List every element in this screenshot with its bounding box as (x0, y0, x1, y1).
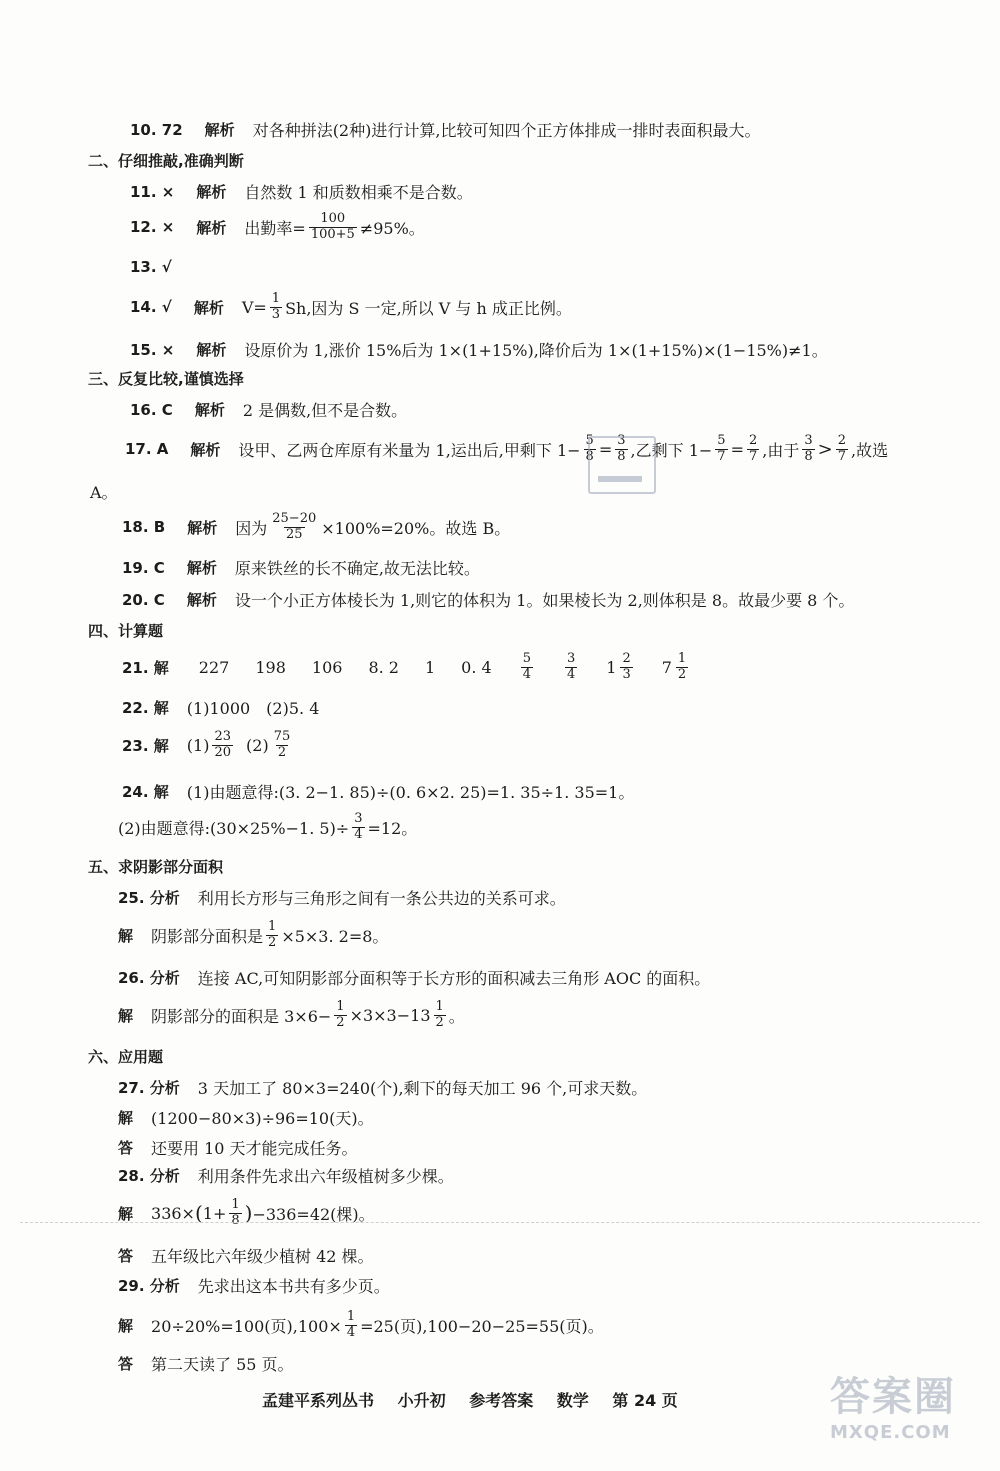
answer-20 (122, 588, 854, 611)
analysis-tag: 解析 (187, 518, 218, 537)
question-number: 12. × (130, 218, 175, 237)
section-heading-3: 三、反复比较,谨慎选择 (88, 370, 244, 388)
solution-tag: 解 (118, 926, 134, 945)
fraction: $\frac{5}{4}$ (522, 651, 531, 682)
page-footer (262, 1388, 696, 1411)
answer-29 (118, 1274, 390, 1297)
answer-21 (122, 652, 691, 683)
analysis-tag: 解析 (196, 341, 227, 359)
question-number: 11. × (130, 182, 175, 201)
answer-text: 设原价为 1,涨价 15%后为 1×(1+15%),降价后为 1×(1+15%)×(1−15%)≠1。 (244, 341, 828, 360)
fraction: $\frac{1}{2}$ (268, 919, 277, 950)
answer-text: 还要用 10 天才能完成任务。 (151, 1139, 358, 1158)
analysis-tag: 解析 (204, 121, 235, 139)
kind-label: 参考答案 (469, 1391, 534, 1410)
formula-prefix: 阴影部分的面积是 3×6− (151, 1006, 332, 1026)
fraction: $\frac{2}{7}$ (837, 433, 846, 464)
fraction: $\frac{2}{7}$ (748, 433, 758, 464)
fraction: $\frac{1}{2}$ (336, 999, 345, 1030)
answer-25-solution (118, 920, 388, 951)
formula-prefix: (2)由题意得:(30×25%−1. 5)÷ (118, 818, 350, 838)
answer-text: (1200−80×3)÷96=10(天)。 (151, 1109, 374, 1128)
question-number: 16. C (130, 400, 173, 419)
analysis-tag: 解析 (193, 298, 224, 317)
answer-28 (118, 1164, 454, 1187)
answer-text: 设一个小正方体棱长为 1,则它的体积为 1。如果棱长为 2,则体积是 8。故最少要 8 个。 (234, 591, 855, 610)
answer-28-answer (118, 1244, 374, 1267)
answer-27-answer (118, 1136, 358, 1159)
value: 1 (424, 657, 436, 677)
answer-17-continued: A。 (90, 483, 118, 502)
question-number: 29. 分析 (118, 1277, 180, 1295)
fraction: $\frac{3}{4}$ (354, 811, 363, 842)
formula-prefix: 336× (151, 1203, 195, 1223)
solution-tag: 解 (118, 1316, 134, 1335)
answer-12 (130, 212, 425, 243)
question-number: 27. 分析 (118, 1079, 180, 1097)
answer-26-solution (118, 1000, 465, 1031)
solution-tag: 解 (118, 1109, 134, 1127)
formula-suffix: ×100%=20%。故选 B。 (321, 518, 511, 538)
formula-suffix: =25(页),100−20−25=55(页)。 (360, 1316, 604, 1336)
answer-tag: 答 (118, 1247, 134, 1265)
stamp-mark (588, 433, 656, 494)
watermark-text: 答案圈 (830, 1374, 956, 1420)
question-number: 17. A (125, 440, 169, 459)
formula-middle: ×3×3−13 (349, 1005, 431, 1025)
answer-28-solution (118, 1198, 375, 1229)
mixed-number: 1 $\frac{2}{3}$ (606, 651, 631, 682)
answer-17 (125, 434, 888, 465)
answer-15 (130, 338, 828, 361)
question-number: 13. √ (130, 258, 172, 276)
value: 0. 4 (461, 657, 492, 677)
mixed-number: 7 $\frac{1}{2}$ (661, 651, 687, 682)
answer-text: 自然数 1 和质数相乘不是合数。 (244, 183, 473, 202)
question-number: 25. 分析 (118, 889, 180, 907)
section-heading-6: 六、应用题 (88, 1048, 164, 1066)
answer-26 (118, 966, 710, 989)
section-heading-4: 四、计算题 (88, 622, 164, 640)
answer-text: 对各种拼法(2种)进行计算,比较可知四个正方体排成一排时表面积最大。 (252, 121, 761, 140)
fraction: $\frac{1}{8}$ (231, 1197, 240, 1228)
part-label: (2) (246, 735, 269, 755)
answer-27-solution (118, 1106, 374, 1129)
value: 198 (255, 657, 286, 677)
analysis-tag: 解析 (196, 183, 227, 201)
answer-18 (122, 512, 510, 543)
question-number: 22. 解 (122, 699, 169, 717)
answer-text: 五年级比六年级少植树 42 棵。 (151, 1247, 374, 1266)
fraction: $\frac{5}{8}$ (585, 433, 594, 464)
answer-tag: 答 (118, 1139, 134, 1157)
formula-suffix: −336=42(棵)。 (252, 1204, 375, 1224)
question-number: 21. 解 (122, 658, 169, 677)
answer-24 (122, 780, 634, 803)
formula-middle: ,由于 (762, 440, 800, 460)
formula-suffix: =12。 (367, 818, 418, 838)
fraction: $\frac{3}{4}$ (566, 651, 576, 682)
subject-label: 数学 (556, 1391, 589, 1410)
answer-25 (118, 886, 566, 909)
answer-10 (130, 118, 760, 141)
question-number: 14. √ (130, 298, 172, 317)
answer-16 (130, 398, 407, 421)
formula-middle: ,乙剩下 1− (630, 440, 713, 460)
formula-suffix: ,故选 (851, 440, 889, 460)
answer-29-answer (118, 1352, 294, 1375)
formula-prefix: 设甲、乙两仓库原有米量为 1,运出后,甲剩下 1− (238, 440, 581, 460)
answer-text: (1)1000 (2)5. 4 (186, 699, 320, 718)
level-label: 小升初 (397, 1391, 446, 1410)
answer-text: 2 是偶数,但不是合数。 (242, 401, 408, 420)
answer-24-part2 (118, 812, 417, 843)
answer-27 (118, 1076, 647, 1099)
fraction: $\frac{1}{3}$ (271, 291, 281, 322)
analysis-tag: 解析 (194, 401, 225, 419)
question-number: 15. × (130, 340, 175, 359)
solution-tag: 解 (118, 1204, 134, 1223)
formula-prefix: V= (241, 297, 267, 317)
answer-text: (1)由题意得:(3. 2−1. 85)÷(0. 6×2. 25)=1. 35÷1. 35=1。 (186, 783, 635, 802)
formula-prefix: 阴影部分面积是 (151, 926, 264, 946)
series-name: 孟建平系列丛书 (262, 1391, 375, 1410)
divider (20, 1222, 980, 1223)
value: 227 (198, 657, 230, 677)
analysis-tag: 解析 (186, 559, 217, 577)
right-paren: ) (244, 1201, 253, 1226)
answer-text: 利用条件先求出六年级植树多少棵。 (197, 1167, 454, 1186)
answer-11 (130, 180, 473, 203)
watermark-url: MXQE.COM (830, 1422, 951, 1443)
fraction: $\frac{5}{7}$ (717, 433, 726, 464)
fraction: $\frac{1}{2}$ (435, 999, 444, 1030)
formula-prefix: 因为 (235, 518, 268, 538)
answer-13 (130, 258, 172, 276)
answer-14 (130, 292, 572, 323)
question-number: 24. 解 (122, 783, 169, 801)
answer-22 (122, 696, 319, 719)
analysis-tag: 解析 (190, 440, 221, 459)
fraction: $\frac{3}{8}$ (617, 433, 626, 464)
answer-text: 3 天加工了 80×3=240(个),剩下的每天加工 96 个,可求天数。 (197, 1079, 648, 1098)
part-label: (1) (186, 735, 210, 755)
fraction: $\frac{100}{100+5}$ (310, 211, 355, 242)
solution-tag: 解 (118, 1006, 134, 1025)
question-number: 20. C (122, 590, 165, 609)
question-number: 26. 分析 (118, 969, 180, 987)
section-heading-5: 五、求阴影部分面积 (88, 858, 224, 876)
section-heading-2: 二、仔细推敲,准确判断 (88, 152, 244, 170)
question-number: 23. 解 (122, 736, 169, 755)
formula-prefix: 20÷20%=100(页),100× (151, 1316, 342, 1336)
formula-suffix: Sh,因为 S 一定,所以 V 与 h 成正比例。 (285, 298, 572, 318)
watermark-logo (830, 1365, 990, 1465)
formula-suffix: ≠95%。 (359, 218, 425, 238)
answer-29-solution (118, 1310, 604, 1341)
answer-text: 先求出这本书共有多少页。 (197, 1277, 390, 1296)
equals-sign: = (730, 439, 744, 459)
fraction: $\frac{3}{8}$ (804, 433, 813, 464)
answer-text: 第二天读了 55 页。 (151, 1355, 294, 1374)
answer-23 (122, 730, 295, 761)
formula-prefix: 出勤率= (244, 218, 306, 238)
fraction: $\frac{23}{20}$ (214, 729, 232, 760)
answer-text: 利用长方形与三角形之间有一条公共边的关系可求。 (197, 889, 566, 908)
answer-text: 原来铁丝的长不确定,故无法比较。 (234, 559, 480, 578)
fraction: $\frac{25-20}{25}$ (272, 511, 317, 542)
formula-middle: 1+ (202, 1203, 227, 1223)
question-number: 19. C (122, 558, 165, 577)
value: 8. 2 (368, 657, 399, 677)
analysis-tag: 解析 (186, 591, 217, 609)
question-number: 28. 分析 (118, 1167, 180, 1185)
formula-suffix: 。 (448, 1006, 465, 1026)
value: 106 (311, 657, 343, 677)
formula-suffix: ×5×3. 2=8。 (281, 926, 389, 946)
question-number: 10. 72 (130, 120, 183, 139)
analysis-tag: 解析 (196, 218, 227, 237)
left-paren: ( (194, 1201, 203, 1226)
answer-tag: 答 (118, 1355, 134, 1373)
fraction: $\frac{1}{4}$ (346, 1309, 356, 1340)
fraction: $\frac{75}{2}$ (273, 729, 291, 760)
page-number: 第 24 页 (612, 1391, 678, 1410)
question-number: 18. B (122, 518, 166, 537)
answer-19 (122, 556, 480, 579)
greater-than-sign: > (817, 438, 833, 460)
equals-sign: = (598, 439, 613, 459)
answer-text: 连接 AC,可知阴影部分面积等于长方形的面积减去三角形 AOC 的面积。 (197, 969, 711, 988)
